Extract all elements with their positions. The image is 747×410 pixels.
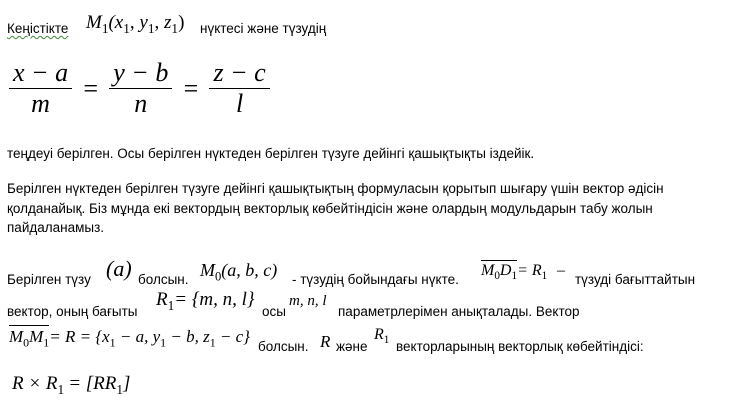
paragraph-1: теңдеуі берілген. Осы берілген нүктеден берілген түзуге дейінгі қашықтықты іздейік. bbox=[7, 146, 535, 161]
para3-l3-text-c: және bbox=[336, 339, 368, 354]
vector-m0d1: $M_0D_1= R_1$ bbox=[481, 262, 548, 283]
symbol-r1: $R_1$ bbox=[374, 326, 390, 347]
vector-m0m1-def: $M_0M_1= R = \{x_1 - a$, $y_1 - b$, $z_1 - c$} bbox=[9, 327, 250, 350]
para3-l3-text-d: векторларының векторлық көбейтіндісі: bbox=[396, 339, 644, 354]
fraction-x: $\frac{x - a}{m}$ bbox=[9, 58, 72, 119]
symbol-r: R bbox=[320, 332, 331, 351]
dash: – bbox=[557, 262, 565, 279]
line-a-symbol: (a) bbox=[106, 256, 132, 281]
cross-product-equation: $R \times R_1 = [RR_1]$ bbox=[12, 373, 131, 397]
para3-l2-text-a: вектор, оның бағыты bbox=[7, 304, 138, 319]
para3-l2-text-b: осы bbox=[262, 304, 286, 319]
paragraph-2-line-2: қолданайық. Біз мұнда екі вектордың векторлық көбейтіндісін және олардың модульдарын табу жолын bbox=[7, 201, 653, 216]
direction-vector-set: $R_1= \{m$, n, l} bbox=[156, 289, 255, 313]
fraction-y: $\frac{y - b}{n}$ bbox=[109, 58, 172, 119]
point-m0: $M_0(a$, b, c) bbox=[200, 260, 278, 284]
intro-suffix: нүктесі және түзудің bbox=[200, 21, 327, 36]
para3-l3-text-b: болсын. bbox=[258, 339, 309, 354]
para3-l1-text-b: болсын. bbox=[138, 272, 189, 287]
params-mnl: m, n, l bbox=[289, 293, 327, 309]
paragraph-2-line-3: пайдаланамыз. bbox=[7, 220, 105, 235]
fraction-z: $\frac{z - c}{l}$ bbox=[209, 58, 269, 119]
para3-l1-text-c: - түзудің бойындағы нүкте. bbox=[292, 272, 459, 287]
para3-l1-text-a: Берілген түзу bbox=[7, 272, 91, 287]
point-m1: $M_1(x_1$, $y_1$, $z_1$) bbox=[86, 12, 185, 36]
para3-l2-text-c: параметрлерімен анықталады. Вектор bbox=[338, 304, 580, 319]
intro-prefix: Кеңістікте bbox=[7, 21, 69, 36]
paragraph-2-line-1: Берілген нүктеден берілген түзуге дейінгі қашықтықтың формуласын қорытып шығару үшін вектор әдісін bbox=[7, 181, 664, 196]
canonical-equation: $\frac{x - a}{m}$ = $\frac{y - b}{n}$ = $\frac{z - c}{l}$ bbox=[9, 58, 270, 119]
intro-line bbox=[7, 21, 68, 36]
para3-l1-text-e: түзуді бағыттайтын bbox=[575, 272, 696, 287]
